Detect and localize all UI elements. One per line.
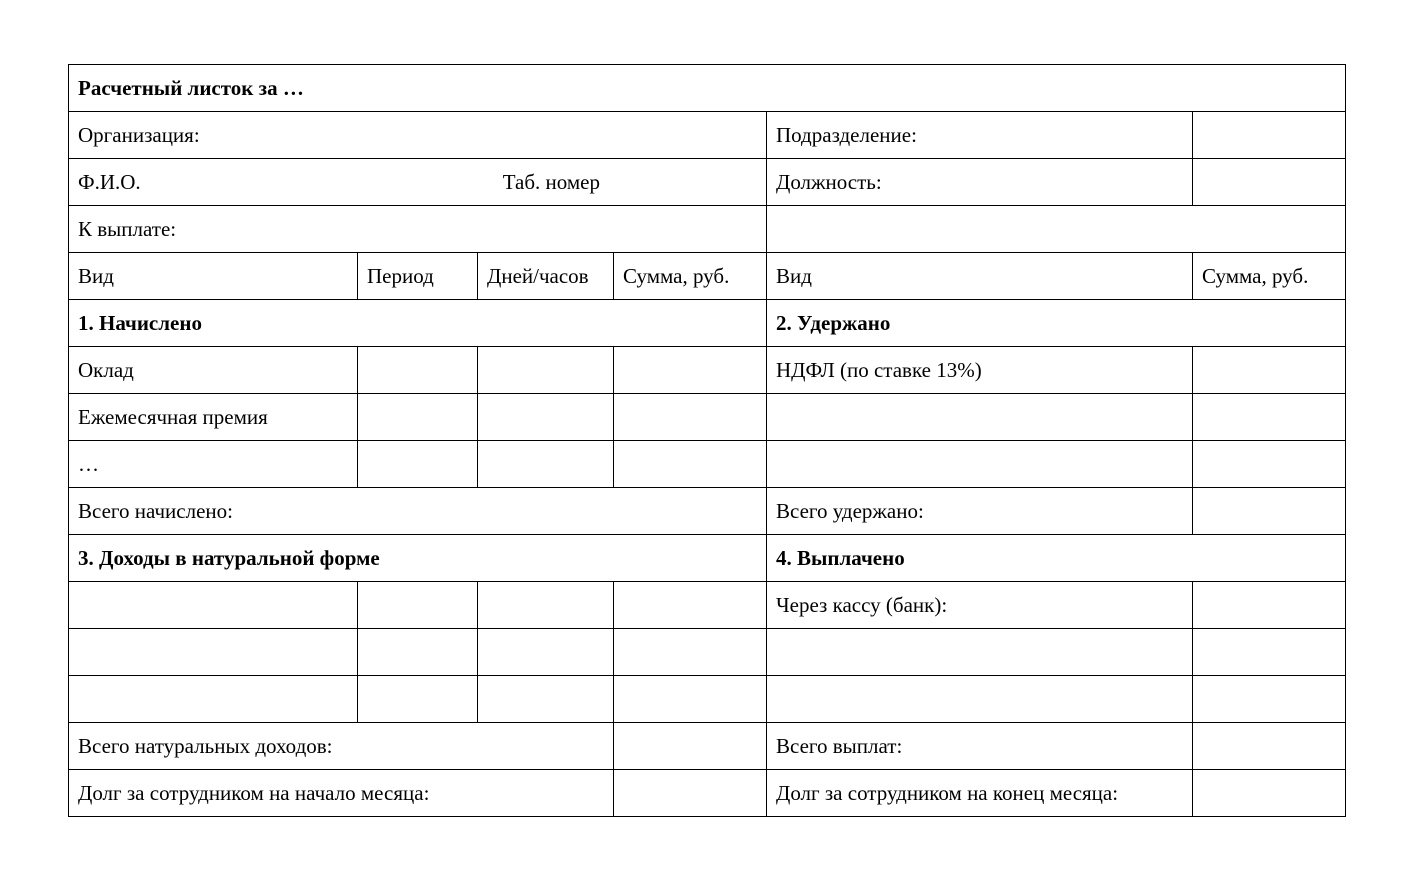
- in-kind-total-label: Всего натуральных доходов:: [69, 723, 614, 770]
- cell: [358, 441, 478, 488]
- table-row: [69, 347, 1346, 394]
- cell: [1193, 394, 1346, 441]
- withheld-total-value: [1193, 488, 1346, 535]
- fio-label: Ф.И.О.: [78, 169, 141, 194]
- withheld-total-label: Всего удержано:: [767, 488, 1193, 535]
- debt-end-label: Долг за сотрудником на конец месяца:: [767, 770, 1193, 817]
- table-row: [69, 582, 1346, 629]
- col-header-left-amount: Сумма, руб.: [614, 253, 767, 300]
- organization-row: [69, 112, 1346, 159]
- cell: [767, 394, 1193, 441]
- cell: [614, 629, 767, 676]
- cell: [767, 441, 1193, 488]
- cell: [478, 629, 614, 676]
- position-label: Должность:: [767, 159, 1193, 206]
- cell: [1193, 629, 1346, 676]
- accrued-item: Ежемесячная премия: [69, 394, 358, 441]
- paid-total-value: [1193, 723, 1346, 770]
- cell: [1193, 582, 1346, 629]
- totals-row: [69, 723, 1346, 770]
- cell: [614, 582, 767, 629]
- cell: [69, 676, 358, 723]
- cell: [767, 676, 1193, 723]
- debt-end-value: [1193, 770, 1346, 817]
- tab-number-label: Таб. номер: [502, 169, 600, 194]
- debt-row: [69, 770, 1346, 817]
- cell: [358, 582, 478, 629]
- cell: [614, 394, 767, 441]
- accrued-total-label: Всего начислено:: [69, 488, 767, 535]
- division-label: Подразделение:: [767, 112, 1193, 159]
- col-header-right-kind: Вид: [767, 253, 1193, 300]
- title-row: [69, 65, 1346, 112]
- payslip-table: [68, 64, 1346, 817]
- cell: [358, 394, 478, 441]
- section-paid-title: 4. Выплачено: [767, 535, 1346, 582]
- fio-row: [69, 159, 1346, 206]
- cell: [69, 582, 358, 629]
- table-row: [69, 394, 1346, 441]
- cell: [478, 347, 614, 394]
- col-header-left-kind: Вид: [69, 253, 358, 300]
- debt-start-label: Долг за сотрудником на начало месяца:: [69, 770, 614, 817]
- division-value: [1193, 112, 1346, 159]
- paid-total-label: Всего выплат:: [767, 723, 1193, 770]
- section-row-3-4: [69, 535, 1346, 582]
- cell: [69, 629, 358, 676]
- section-accrued-title: 1. Начислено: [69, 300, 767, 347]
- section-in-kind-title: 3. Доходы в натуральной форме: [69, 535, 767, 582]
- cell: [478, 582, 614, 629]
- paid-item: Через кассу (банк):: [767, 582, 1193, 629]
- accrued-item: Оклад: [69, 347, 358, 394]
- to-pay-row: [69, 206, 1346, 253]
- totals-row: [69, 488, 1346, 535]
- cell: [478, 394, 614, 441]
- debt-start-value: [614, 770, 767, 817]
- position-value: [1193, 159, 1346, 206]
- payslip-title: Расчетный листок за …: [69, 65, 1346, 112]
- to-pay-value: [767, 206, 1346, 253]
- fio-cell: [69, 159, 767, 206]
- in-kind-total-value: [614, 723, 767, 770]
- table-row: [69, 441, 1346, 488]
- section-withheld-title: 2. Удержано: [767, 300, 1346, 347]
- cell: [614, 441, 767, 488]
- cell: [358, 629, 478, 676]
- accrued-item: …: [69, 441, 358, 488]
- table-row: [69, 629, 1346, 676]
- withheld-item: НДФЛ (по ставке 13%): [767, 347, 1193, 394]
- section-row-1-2: [69, 300, 1346, 347]
- col-header-days-hours: Дней/часов: [478, 253, 614, 300]
- organization-label: Организация:: [69, 112, 767, 159]
- cell: [1193, 441, 1346, 488]
- column-header-row: [69, 253, 1346, 300]
- cell: [614, 347, 767, 394]
- col-header-right-amount: Сумма, руб.: [1193, 253, 1346, 300]
- table-row: [69, 676, 1346, 723]
- cell: [614, 676, 767, 723]
- cell: [358, 347, 478, 394]
- col-header-period: Период: [358, 253, 478, 300]
- cell: [1193, 347, 1346, 394]
- cell: [358, 676, 478, 723]
- cell: [1193, 676, 1346, 723]
- cell: [478, 441, 614, 488]
- cell: [478, 676, 614, 723]
- cell: [767, 629, 1193, 676]
- to-pay-label: К выплате:: [69, 206, 767, 253]
